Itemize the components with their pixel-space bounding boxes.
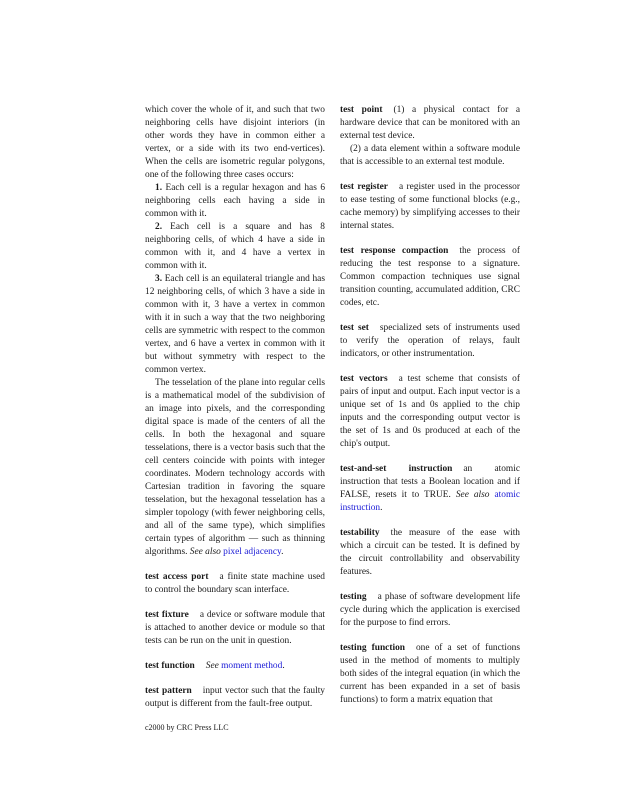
entry-test-function: test function See moment method. <box>145 661 285 671</box>
intro-text: which cover the whole of it, and such that two neighboring cells have disjoint interiors (in other words they have in common either a vertex, or a side with its two end-vertices). When the cells are isometric regular polygons, one of the following three cases occurs: <box>145 105 325 180</box>
case-item: 3. Each cell is an equilateral triangle and has 12 neighboring cells, of which 3 have a side in common with it, 3 have a vertex in common with it in such a way that the two neighboring cells are symmetric with respect to the common vertex, and 6 have a vertex in common with it but without symmetry with respect to the common vertex. <box>145 274 325 375</box>
case-item: 2. Each cell is a square and has 8 neighboring cells, of which 4 have a side in common with it, and 4 have a vertex in common with it. <box>145 222 325 271</box>
entry-test-point: test point (1) a physical contact for a hardware device that can be monitored with an external test device. <box>340 105 520 141</box>
entry-testability: testability the measure of the ease with which a circuit can be tested. It is defined by the circuit controllability and observability features. <box>340 528 520 577</box>
tesselation-paragraph: The tesselation of the plane into regular cells is a mathematical model of the subdivision of an image into pixels, and the corresponding digital space is made of the centers of all the cells. In both the hexagonal and square tesselations, there is a vector basis such that the cell centers coincide with points with integer coordinates. Modern technology accords with Cartesian tradition in favoring the square tesselation, but the hexagonal tesselation has a simpler topology (with fewer neighboring cells, and all of the same type), which simplifies certain types of algorithm — such as thinning algorithms. See also pixel adjacency. <box>145 378 325 557</box>
left-column <box>145 104 325 711</box>
entry-test-pattern: test pattern input vector such that the faulty output is different from the fault-free output. <box>145 686 325 709</box>
entry-testing-function: testing function one of a set of functions used in the method of moments to multiply both sides of the integral equation (in which the current has been expanded in a set of basis functions) to form a matrix equation that <box>340 643 520 705</box>
case-item: 1. Each cell is a regular hexagon and has 6 neighboring cells each having a side in common with it. <box>145 183 326 219</box>
atomic-instruction-link[interactable]: atomic instruction <box>340 490 521 513</box>
moment-method-link[interactable]: moment method <box>221 661 283 671</box>
entry-test-access-port: test access port a finite state machine used to control the boundary scan interface. <box>145 572 325 595</box>
entry-test-register: test register a register used in the processor to ease testing of some functional blocks (e.g., cache memory) by simplifying accesses to their internal states. <box>340 182 520 231</box>
right-column <box>340 104 520 707</box>
entry-test-fixture: test fixture a device or software module that is attached to another device or module so that tests can be run on the unit in question. <box>145 610 326 646</box>
entry-test-and-set-instruction: test-and-set instruction an atomic instruction that tests a Boolean location and if FALSE, resets it to TRUE. See also atomic instruction. <box>340 464 521 513</box>
copyright-footer: c2000 by CRC Press LLC <box>145 723 229 732</box>
entry-test-set: test set specialized sets of instruments used to verify the operation of relays, fault indicators, or other instrumentation. <box>340 323 520 359</box>
pixel-adjacency-link[interactable]: pixel adjacency <box>223 547 282 557</box>
entry-test-vectors: test vectors a test scheme that consists of pairs of input and output. Each input vector is a unique set of 1s and 0s applied to the chip inputs and the corresponding output vector is the set of 1s and 0s produced at each of the chip's output. <box>340 374 520 449</box>
entry-testing: testing a phase of software development life cycle during which the application is exercised for the purpose to find errors. <box>340 592 520 628</box>
entry-test-point-def2: (2) a data element within a software module that is accessible to an external test module. <box>340 144 520 167</box>
entry-test-response-compaction: test response compaction the process of reducing the test response to a signature. Common compaction techniques use signal transition counting, accumulated addition, CRC codes, etc. <box>340 246 520 308</box>
